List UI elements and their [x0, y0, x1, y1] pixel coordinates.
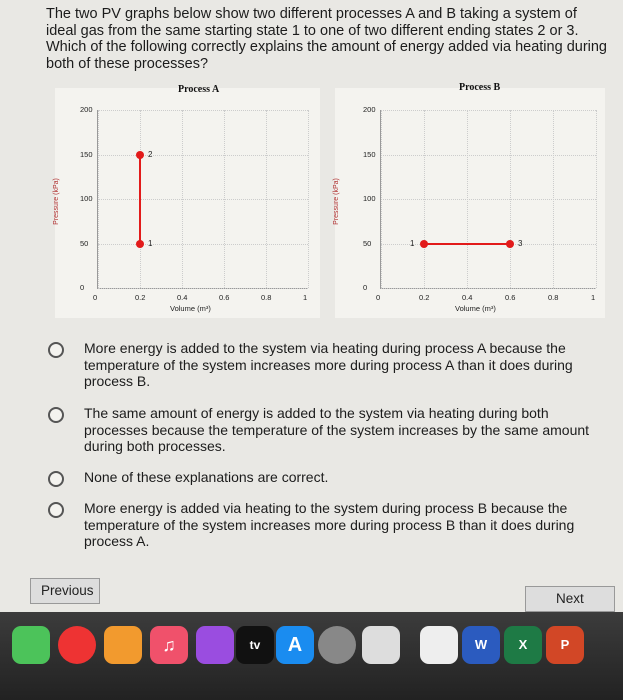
- answer-option-b[interactable]: [48, 405, 608, 461]
- radio-button[interactable]: [48, 502, 64, 518]
- data-point-1: [136, 240, 144, 248]
- gridline: [98, 110, 308, 111]
- gridline: [381, 110, 596, 111]
- x-tick-label: 0.4: [462, 293, 473, 302]
- gridline: [381, 199, 596, 200]
- x-tick-label: 1: [591, 293, 596, 302]
- music-icon[interactable]: ♫: [150, 626, 188, 664]
- answer-option-c[interactable]: [48, 469, 608, 489]
- kindle-icon[interactable]: [362, 626, 400, 664]
- powerpoint-icon[interactable]: P: [546, 626, 584, 664]
- gridline: [98, 199, 308, 200]
- x-tick-label: 0.6: [505, 293, 516, 302]
- podcasts-icon[interactable]: [196, 626, 234, 664]
- word-icon[interactable]: W: [462, 626, 500, 664]
- previous-button[interactable]: Previous: [30, 578, 100, 604]
- y-tick-label: 50: [80, 238, 89, 248]
- y-tick-label: 150: [80, 149, 93, 159]
- gridline: [98, 155, 308, 156]
- answer-option-d[interactable]: [48, 500, 608, 556]
- radio-button[interactable]: [48, 471, 64, 487]
- x-tick-label: 0.2: [419, 293, 430, 302]
- point-label: 1: [410, 238, 415, 248]
- y-tick-label: 0: [80, 283, 85, 292]
- gridline: [98, 288, 308, 289]
- y-tick-label: 150: [363, 149, 376, 159]
- app-store-icon[interactable]: A: [276, 626, 314, 664]
- y-tick-label: 100: [80, 194, 93, 203]
- plot-area: [363, 105, 596, 302]
- dock: [0, 612, 623, 700]
- process-path: [424, 243, 510, 245]
- x-tick-label: 0.6: [219, 293, 230, 302]
- x-tick-label: 0.8: [548, 293, 559, 302]
- x-tick-label: 0.4: [177, 293, 188, 302]
- y-axis-label: Pressure (kPa): [332, 178, 340, 225]
- x-tick-label: 0.8: [261, 293, 272, 302]
- news-icon[interactable]: [58, 626, 96, 664]
- x-tick-label: 1: [303, 293, 308, 302]
- point-label: 2: [148, 149, 153, 159]
- books-icon[interactable]: [104, 626, 142, 664]
- y-tick-label: 0: [363, 283, 368, 292]
- chart-title: Process B: [459, 82, 501, 93]
- plot-area: [80, 105, 308, 302]
- y-axis-label: Pressure (kPa): [52, 178, 60, 225]
- chart-title: Process A: [178, 84, 220, 95]
- x-axis-label: Volume (m³): [170, 304, 211, 313]
- data-point-3: [506, 240, 514, 248]
- process-path: [139, 155, 141, 244]
- gridline: [381, 288, 596, 289]
- next-button[interactable]: Next: [525, 586, 615, 612]
- chart-process-b: [332, 82, 605, 318]
- gridline: [98, 244, 308, 245]
- option-text: None of these explanations are correct.: [84, 469, 329, 485]
- y-tick-label: 100: [363, 194, 376, 203]
- option-text: The same amount of energy is added to the system via heating during both processes because the temperature of the system increases by the same amount during both processes.: [84, 405, 590, 454]
- excel-icon[interactable]: X: [504, 626, 542, 664]
- gridline: [381, 155, 596, 156]
- option-text: More energy is added via heating to the system during process B because the temperature of the system increases more during process B than it does during process A.: [84, 500, 575, 549]
- x-tick-label: 0: [376, 293, 381, 302]
- radio-button[interactable]: [48, 407, 64, 423]
- point-label: 1: [148, 238, 153, 248]
- x-axis-label: Volume (m³): [455, 304, 496, 313]
- y-tick-label: 50: [363, 238, 372, 248]
- y-tick-label: 200: [80, 105, 93, 114]
- question-text: The two PV graphs below show two different processes A and B taking a system of ideal gas from the same starting state 1 to one of two different ending states 2 or 3. Which of the following correctly explains the amount of energy added via heating during both of these processes?: [46, 6, 607, 72]
- facetime-icon[interactable]: [12, 626, 50, 664]
- x-tick-label: 0: [93, 293, 98, 302]
- gridline: [308, 110, 309, 288]
- data-point-1: [420, 240, 428, 248]
- point-label: 3: [518, 238, 523, 248]
- y-tick-label: 200: [363, 105, 376, 114]
- answer-option-a[interactable]: [48, 340, 608, 396]
- system-preferences-icon[interactable]: [318, 626, 356, 664]
- x-tick-label: 0.2: [135, 293, 146, 302]
- data-point-2: [136, 151, 144, 159]
- radio-button[interactable]: [48, 342, 64, 358]
- option-text: More energy is added to the system via heating during process A because the temperature of the system increases more during process A than it does during process B.: [84, 340, 573, 389]
- chart-process-a: [52, 84, 320, 318]
- gridline: [596, 110, 597, 288]
- acrobat-icon[interactable]: [420, 626, 458, 664]
- tv-icon[interactable]: tv: [236, 626, 274, 664]
